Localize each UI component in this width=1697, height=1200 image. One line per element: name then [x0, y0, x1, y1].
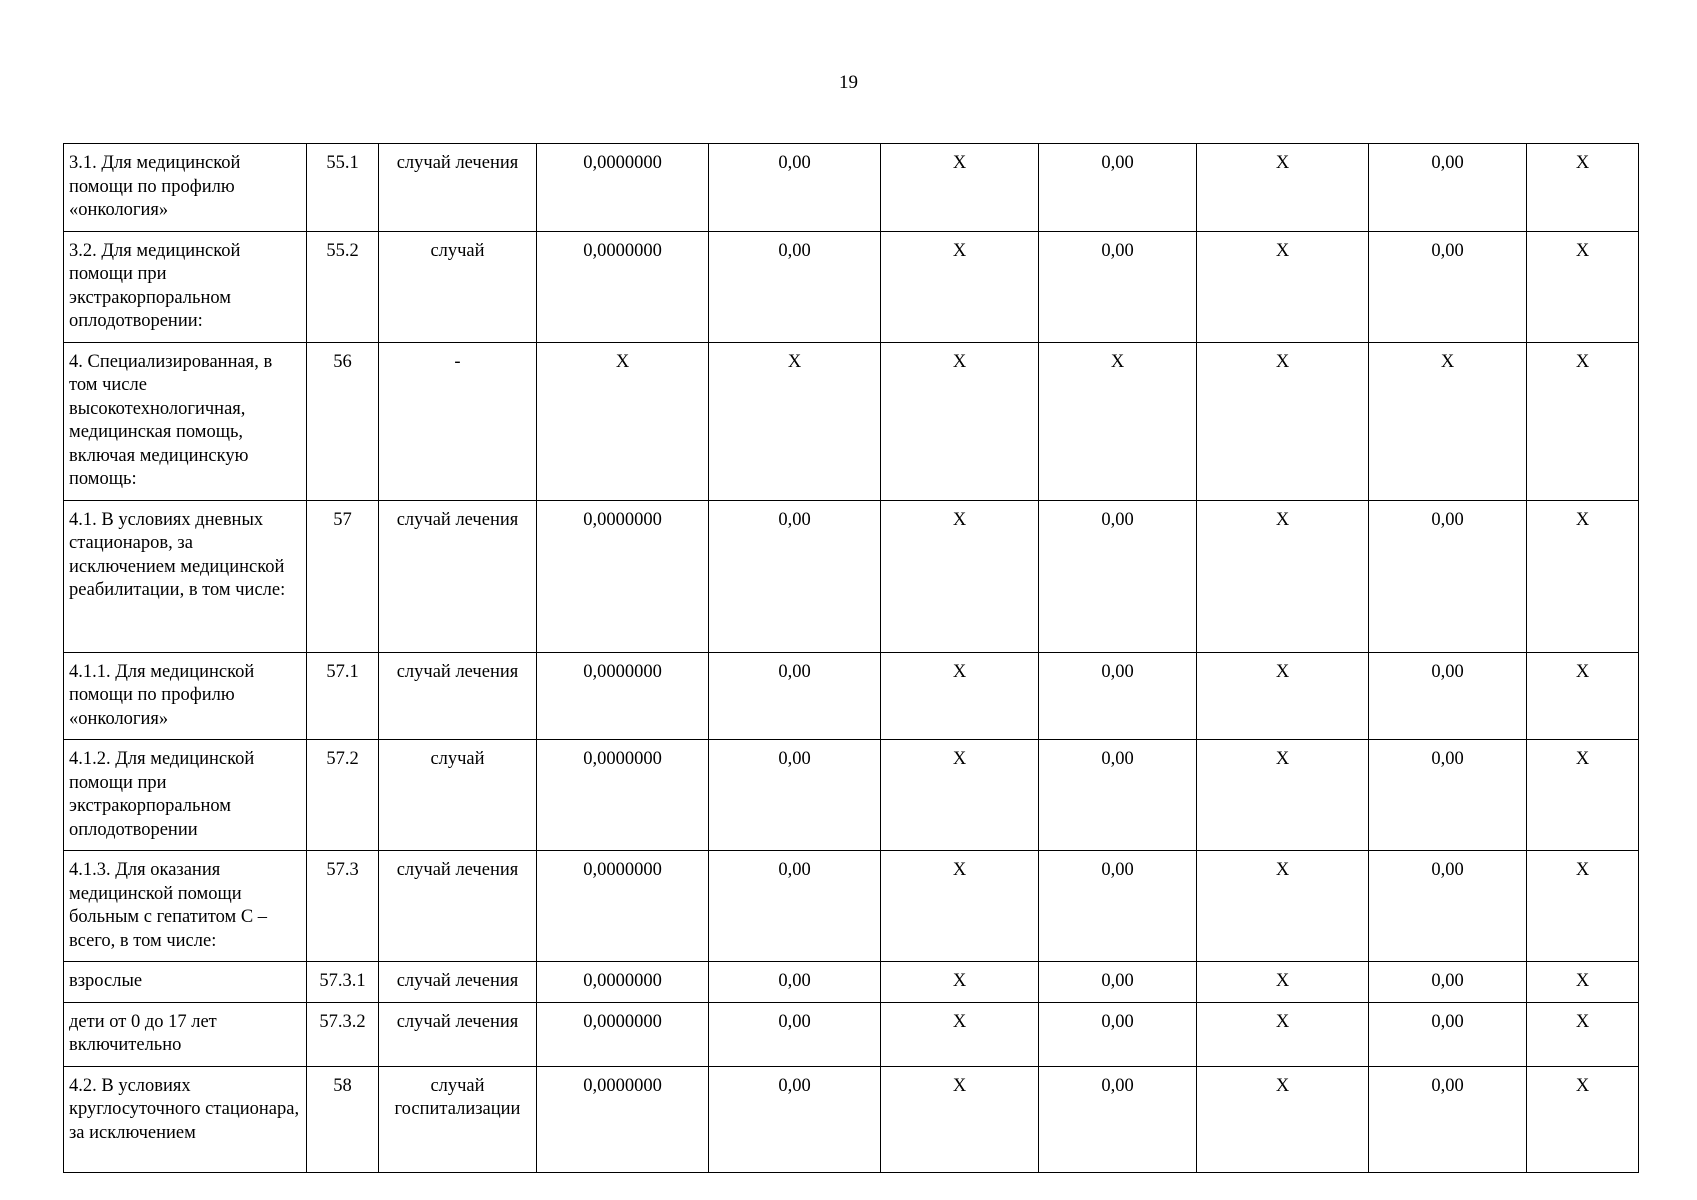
row-name-cell: 4.1.3. Для оказания медицинской помощи больным с гепатитом С – всего, в том числе: [64, 851, 307, 962]
row-code-cell: 57.1 [307, 652, 379, 740]
table-row [64, 652, 1639, 740]
unit-cell: случай госпитализации [379, 1066, 537, 1172]
page-number: 19 [839, 72, 858, 93]
col8-cell: Х [1197, 740, 1369, 851]
cost-cell: 0,00 [709, 231, 881, 342]
col7-cell: 0,00 [1039, 652, 1197, 740]
row-code-cell: 57.2 [307, 740, 379, 851]
row-name-cell: 3.1. Для медицинской помощи по профилю «онкология» [64, 144, 307, 232]
row-name-cell: дети от 0 до 17 лет включительно [64, 1002, 307, 1066]
cost-cell: 0,00 [709, 962, 881, 1003]
col8-cell: Х [1197, 342, 1369, 500]
unit-cell: случай лечения [379, 144, 537, 232]
unit-cell: случай [379, 231, 537, 342]
row-name-cell: взрослые [64, 962, 307, 1003]
volume-cell: 0,0000000 [537, 231, 709, 342]
col8-cell: Х [1197, 231, 1369, 342]
col8-cell: Х [1197, 962, 1369, 1003]
col6-cell: Х [881, 342, 1039, 500]
col6-cell: Х [881, 652, 1039, 740]
table-row [64, 231, 1639, 342]
col10-cell: Х [1527, 652, 1639, 740]
col9-cell: 0,00 [1369, 1066, 1527, 1172]
col6-cell: Х [881, 144, 1039, 232]
col7-cell: 0,00 [1039, 231, 1197, 342]
col8-cell: Х [1197, 144, 1369, 232]
volume-cell: Х [537, 342, 709, 500]
unit-cell: - [379, 342, 537, 500]
col7-cell: 0,00 [1039, 1002, 1197, 1066]
volume-cell: 0,0000000 [537, 144, 709, 232]
row-name-cell: 4.2. В условиях круглосуточного стационара, за исключением [64, 1066, 307, 1172]
cost-cell: 0,00 [709, 500, 881, 652]
table-row [64, 144, 1639, 232]
volume-cell: 0,0000000 [537, 500, 709, 652]
col10-cell: Х [1527, 962, 1639, 1003]
col7-cell: 0,00 [1039, 962, 1197, 1003]
col9-cell: Х [1369, 342, 1527, 500]
col9-cell: 0,00 [1369, 740, 1527, 851]
row-code-cell: 57.3 [307, 851, 379, 962]
table-row [64, 1002, 1639, 1066]
col7-cell: 0,00 [1039, 740, 1197, 851]
col9-cell: 0,00 [1369, 851, 1527, 962]
col10-cell: Х [1527, 1066, 1639, 1172]
col10-cell: Х [1527, 144, 1639, 232]
cost-cell: 0,00 [709, 652, 881, 740]
row-name-cell: 4.1. В условиях дневных стационаров, за исключением медицинской реабилитации, в том числе: [64, 500, 307, 652]
cost-cell: 0,00 [709, 144, 881, 232]
col6-cell: Х [881, 1002, 1039, 1066]
col9-cell: 0,00 [1369, 500, 1527, 652]
col6-cell: Х [881, 962, 1039, 1003]
col9-cell: 0,00 [1369, 231, 1527, 342]
col6-cell: Х [881, 851, 1039, 962]
cost-cell: 0,00 [709, 1002, 881, 1066]
unit-cell: случай лечения [379, 500, 537, 652]
col8-cell: Х [1197, 851, 1369, 962]
col8-cell: Х [1197, 1002, 1369, 1066]
col10-cell: Х [1527, 342, 1639, 500]
col7-cell: 0,00 [1039, 1066, 1197, 1172]
col6-cell: Х [881, 231, 1039, 342]
unit-cell: случай лечения [379, 1002, 537, 1066]
volume-cell: 0,0000000 [537, 652, 709, 740]
col8-cell: Х [1197, 1066, 1369, 1172]
cost-cell: 0,00 [709, 851, 881, 962]
col9-cell: 0,00 [1369, 962, 1527, 1003]
col9-cell: 0,00 [1369, 144, 1527, 232]
row-name-cell: 3.2. Для медицинской помощи при экстракорпоральном оплодотворении: [64, 231, 307, 342]
unit-cell: случай лечения [379, 962, 537, 1003]
cost-cell: 0,00 [709, 740, 881, 851]
col6-cell: Х [881, 1066, 1039, 1172]
col7-cell: 0,00 [1039, 500, 1197, 652]
volume-cell: 0,0000000 [537, 851, 709, 962]
col7-cell: Х [1039, 342, 1197, 500]
cost-cell: Х [709, 342, 881, 500]
volume-cell: 0,0000000 [537, 1066, 709, 1172]
col7-cell: 0,00 [1039, 144, 1197, 232]
row-code-cell: 56 [307, 342, 379, 500]
row-code-cell: 55.2 [307, 231, 379, 342]
col10-cell: Х [1527, 740, 1639, 851]
volume-cell: 0,0000000 [537, 1002, 709, 1066]
row-name-cell: 4.1.2. Для медицинской помощи при экстракорпоральном оплодотворении [64, 740, 307, 851]
row-code-cell: 55.1 [307, 144, 379, 232]
col10-cell: Х [1527, 231, 1639, 342]
row-code-cell: 57.3.1 [307, 962, 379, 1003]
col10-cell: Х [1527, 1002, 1639, 1066]
cost-cell: 0,00 [709, 1066, 881, 1172]
volume-cell: 0,0000000 [537, 962, 709, 1003]
unit-cell: случай лечения [379, 851, 537, 962]
col6-cell: Х [881, 740, 1039, 851]
col8-cell: Х [1197, 652, 1369, 740]
table-row [64, 851, 1639, 962]
col9-cell: 0,00 [1369, 652, 1527, 740]
data-table [63, 143, 1639, 1173]
unit-cell: случай лечения [379, 652, 537, 740]
col7-cell: 0,00 [1039, 851, 1197, 962]
row-name-cell: 4.1.1. Для медицинской помощи по профилю «онкология» [64, 652, 307, 740]
row-code-cell: 57.3.2 [307, 1002, 379, 1066]
volume-cell: 0,0000000 [537, 740, 709, 851]
table-row [64, 1066, 1639, 1172]
col8-cell: Х [1197, 500, 1369, 652]
col10-cell: Х [1527, 500, 1639, 652]
col6-cell: Х [881, 500, 1039, 652]
col9-cell: 0,00 [1369, 1002, 1527, 1066]
row-code-cell: 58 [307, 1066, 379, 1172]
row-name-cell: 4. Специализированная, в том числе высокотехнологичная, медицинская помощь, включая медицинскую помощь: [64, 342, 307, 500]
unit-cell: случай [379, 740, 537, 851]
row-code-cell: 57 [307, 500, 379, 652]
table-row [64, 962, 1639, 1003]
table-row [64, 500, 1639, 652]
col10-cell: Х [1527, 851, 1639, 962]
table-row [64, 740, 1639, 851]
table-row [64, 342, 1639, 500]
